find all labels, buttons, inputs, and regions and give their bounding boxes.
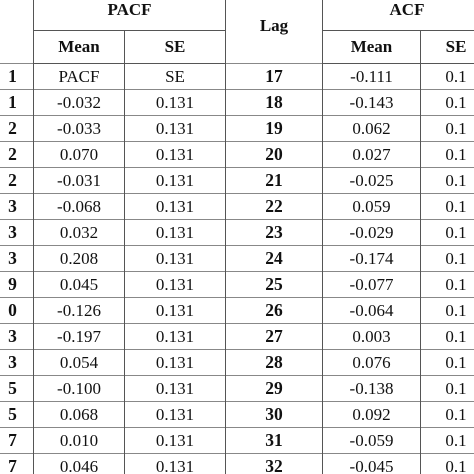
cell-lag: 24: [226, 246, 323, 272]
cell-acf-mean: -0.174: [323, 246, 421, 272]
cell-pacf-mean: -0.068: [34, 194, 125, 220]
cell-pacf-se: 0.131: [125, 116, 226, 142]
header-pacf: PACF: [34, 0, 226, 31]
table-row: [0, 298, 474, 324]
cell-pacf-mean: -0.033: [34, 116, 125, 142]
table-row: [0, 376, 474, 402]
cell-left-lag: 2: [0, 116, 34, 142]
cell-left-lag: 3: [0, 194, 34, 220]
cell-pacf-mean: 0.068: [34, 402, 125, 428]
cell-pacf-se: 0.131: [125, 246, 226, 272]
cell-left-lag: 1: [0, 90, 34, 116]
cell-acf-se: 0.1: [421, 350, 474, 376]
cell-pacf-se: 0.131: [125, 90, 226, 116]
header-pacf-mean: Mean: [34, 31, 125, 64]
table-row: [0, 350, 474, 376]
cell-acf-se: 0.1: [421, 454, 474, 474]
cell-lag: 32: [226, 454, 323, 474]
cell-left-lag: 1: [0, 64, 34, 90]
cell-acf-mean: -0.143: [323, 90, 421, 116]
cell-acf-se: 0.1: [421, 194, 474, 220]
cell-acf-mean: 0.027: [323, 142, 421, 168]
cell-acf-se: 0.1: [421, 376, 474, 402]
cell-acf-mean: 0.092: [323, 402, 421, 428]
table-row: [0, 272, 474, 298]
table-row: [0, 168, 474, 194]
cell-pacf-mean: -0.197: [34, 324, 125, 350]
table-row: [0, 428, 474, 454]
cell-pacf-mean: 0.045: [34, 272, 125, 298]
cell-acf-mean: -0.059: [323, 428, 421, 454]
cell-acf-mean: 0.059: [323, 194, 421, 220]
cell-pacf-se: 0.131: [125, 376, 226, 402]
cell-lag: 31: [226, 428, 323, 454]
cell-acf-se: 0.1: [421, 324, 474, 350]
cell-lag: 25: [226, 272, 323, 298]
cell-left-lag: 3: [0, 246, 34, 272]
cell-lag: 27: [226, 324, 323, 350]
cell-pacf-mean: 0.046: [34, 454, 125, 474]
cell-lag: 23: [226, 220, 323, 246]
table-body: [0, 64, 474, 474]
cell-acf-se: 0.1: [421, 428, 474, 454]
cell-lag: 17: [226, 64, 323, 90]
cell-left-lag: 9: [0, 272, 34, 298]
cell-pacf-se: 0.131: [125, 350, 226, 376]
cell-pacf-se: 0.131: [125, 324, 226, 350]
cell-pacf-mean: 0.054: [34, 350, 125, 376]
cell-acf-se: 0.1: [421, 402, 474, 428]
cell-acf-se: 0.1: [421, 116, 474, 142]
cell-left-lag: 0: [0, 298, 34, 324]
cell-left-lag: 7: [0, 428, 34, 454]
header-pacf-se: SE: [125, 31, 226, 64]
cell-lag: 18: [226, 90, 323, 116]
cell-lag: 30: [226, 402, 323, 428]
cell-acf-mean: 0.003: [323, 324, 421, 350]
cell-acf-se: 0.1: [421, 272, 474, 298]
cell-lag: 21: [226, 168, 323, 194]
table-row: [0, 454, 474, 474]
table-row: [0, 142, 474, 168]
cell-pacf-se: 0.131: [125, 142, 226, 168]
cell-left-lag: 3: [0, 324, 34, 350]
cell-pacf-mean: -0.126: [34, 298, 125, 324]
cell-acf-mean: -0.045: [323, 454, 421, 474]
header-acf: ACF: [323, 0, 474, 31]
cell-pacf-se: 0.131: [125, 168, 226, 194]
cell-pacf-mean: -0.032: [34, 90, 125, 116]
cell-acf-se: 0.1: [421, 142, 474, 168]
cell-pacf-se: 0.131: [125, 220, 226, 246]
cell-pacf-mean: 0.070: [34, 142, 125, 168]
cell-acf-mean: -0.138: [323, 376, 421, 402]
header-left-lag: [0, 0, 34, 64]
cell-pacf-mean: 0.010: [34, 428, 125, 454]
cell-acf-se: 0.1: [421, 246, 474, 272]
cell-pacf-se: 0.131: [125, 194, 226, 220]
cell-acf-se: 0.1: [421, 220, 474, 246]
header-lag: Lag: [226, 0, 323, 64]
cell-pacf-mean: -0.100: [34, 376, 125, 402]
cell-lag: 28: [226, 350, 323, 376]
cell-left-lag: 7: [0, 454, 34, 474]
cell-lag: 22: [226, 194, 323, 220]
cell-acf-se: 0.1: [421, 64, 474, 90]
table-row: [0, 402, 474, 428]
table-row: [0, 116, 474, 142]
header-row-1: [0, 0, 474, 31]
cell-pacf-mean: 0.208: [34, 246, 125, 272]
cell-lag: 26: [226, 298, 323, 324]
cell-acf-mean: -0.064: [323, 298, 421, 324]
cell-pacf-se: 0.131: [125, 428, 226, 454]
cell-lag: 20: [226, 142, 323, 168]
cell-acf-mean: 0.062: [323, 116, 421, 142]
cell-pacf-mean: PACF: [34, 64, 125, 90]
cell-pacf-mean: -0.031: [34, 168, 125, 194]
cell-acf-se: 0.1: [421, 90, 474, 116]
cell-pacf-se: 0.131: [125, 402, 226, 428]
cell-left-lag: 2: [0, 168, 34, 194]
table-row: [0, 246, 474, 272]
cell-pacf-se: 0.131: [125, 454, 226, 474]
cell-acf-mean: -0.111: [323, 64, 421, 90]
cell-pacf-mean: 0.032: [34, 220, 125, 246]
cell-left-lag: 5: [0, 376, 34, 402]
table-row: [0, 64, 474, 90]
cell-pacf-se: 0.131: [125, 298, 226, 324]
header-acf-se: SE: [421, 31, 474, 64]
table-row: [0, 220, 474, 246]
table-row: [0, 194, 474, 220]
cell-acf-mean: -0.025: [323, 168, 421, 194]
table-row: [0, 324, 474, 350]
cell-acf-mean: 0.076: [323, 350, 421, 376]
cell-acf-mean: -0.029: [323, 220, 421, 246]
cell-acf-se: 0.1: [421, 168, 474, 194]
cell-pacf-se: SE: [125, 64, 226, 90]
cell-left-lag: 3: [0, 220, 34, 246]
header-acf-mean: Mean: [323, 31, 421, 64]
cell-left-lag: 5: [0, 402, 34, 428]
cell-pacf-se: 0.131: [125, 272, 226, 298]
cell-left-lag: 3: [0, 350, 34, 376]
table-row: [0, 90, 474, 116]
cell-acf-se: 0.1: [421, 298, 474, 324]
cell-acf-mean: -0.077: [323, 272, 421, 298]
cell-lag: 19: [226, 116, 323, 142]
cell-left-lag: 2: [0, 142, 34, 168]
cell-lag: 29: [226, 376, 323, 402]
